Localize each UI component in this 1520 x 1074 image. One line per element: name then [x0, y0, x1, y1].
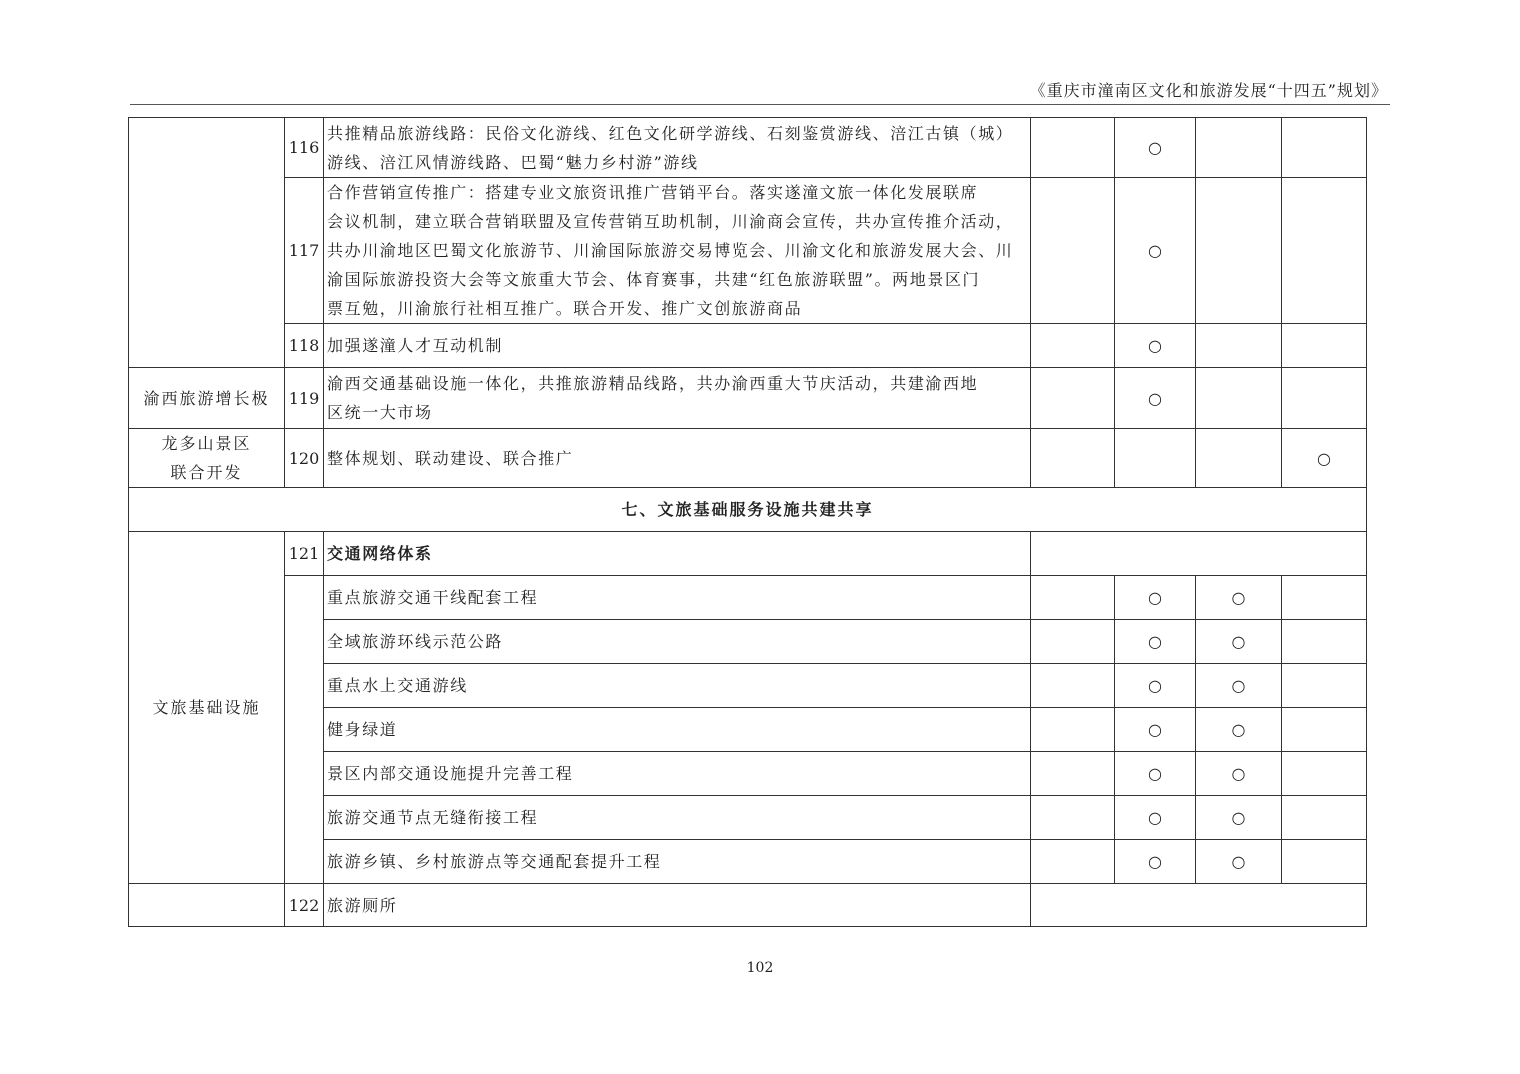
description-line: 共推精品旅游线路：民俗文化游线、红色文化研学游线、石刻鉴赏游线、涪江古镇（城）: [327, 123, 1014, 143]
mark-col-1: [1031, 368, 1115, 429]
mark-col-4: ○: [1282, 429, 1367, 488]
mark-col-4: [1282, 324, 1367, 368]
mark-col-4: [1282, 840, 1367, 884]
row-description: [324, 178, 1031, 324]
table-row: [129, 324, 1367, 368]
mark-col-2: ○: [1115, 576, 1196, 620]
mark-col-4: [1282, 118, 1367, 178]
table-row: [129, 178, 1367, 324]
merged-mark-cell: [1031, 532, 1367, 576]
mark-col-3: [1196, 118, 1282, 178]
header-divider: [130, 104, 1390, 105]
mark-col-1: [1031, 178, 1115, 324]
mark-col-4: [1282, 178, 1367, 324]
mark-col-4: [1282, 796, 1367, 840]
mark-col-1: [1031, 752, 1115, 796]
mark-col-1: [1031, 840, 1115, 884]
mark-col-2: ○: [1115, 708, 1196, 752]
mark-col-2: ○: [1115, 664, 1196, 708]
mark-col-3: [1196, 324, 1282, 368]
description-line: 渝国际旅游投资大会等文旅重大节会、体育赛事，共建“红色旅游联盟”。两地景区门: [327, 270, 981, 289]
row-number: 118: [285, 324, 324, 368]
mark-col-3: ○: [1196, 796, 1282, 840]
row-description: 加强遂潼人才互动机制: [324, 324, 1031, 368]
sub-item-description: 重点旅游交通干线配套工程: [324, 576, 1031, 620]
table-row: [129, 118, 1367, 178]
description-line: 游线、涪江风情游线路、巴蜀“魅力乡村游”游线: [327, 152, 699, 172]
mark-col-4: [1282, 620, 1367, 664]
description-line: 会议机制，建立联合营销联盟及宣传营销互助机制，川渝商会宣传，共办宣传推介活动，: [327, 212, 1014, 231]
row-number: 117: [285, 178, 324, 324]
category-line: 联合开发: [170, 463, 243, 482]
description-line: 区统一大市场: [327, 403, 433, 422]
mark-col-2: ○: [1115, 840, 1196, 884]
mark-col-3: ○: [1196, 620, 1282, 664]
mark-col-2: ○: [1115, 324, 1196, 368]
table-row: [129, 576, 1367, 620]
mark-col-2: ○: [1115, 620, 1196, 664]
table-row: [129, 429, 1367, 488]
category-cell: 渝西旅游增长极: [129, 368, 285, 429]
row-description: 旅游厕所: [324, 884, 1031, 927]
description-line: 票互勉，川渝旅行社相互推广。联合开发、推广文创旅游商品: [327, 299, 803, 318]
section-title: 七、文旅基础服务设施共建共享: [129, 488, 1367, 532]
merged-mark-cell: [1031, 884, 1367, 927]
mark-col-2: ○: [1115, 368, 1196, 429]
category-cell: [129, 429, 285, 488]
mark-col-3: [1196, 429, 1282, 488]
sub-item-description: 旅游乡镇、乡村旅游点等交通配套提升工程: [324, 840, 1031, 884]
row-number: 121: [285, 532, 324, 576]
row-number: 120: [285, 429, 324, 488]
row-number: 116: [285, 118, 324, 178]
category-cell-continued: [129, 118, 285, 368]
description-line: 共办川渝地区巴蜀文化旅游节、川渝国际旅游交易博览会、川渝文化和旅游发展大会、川: [327, 241, 1014, 260]
description-line: 合作营销宣传推广：搭建专业文旅资讯推广营销平台。落实遂潼文旅一体化发展联席: [327, 183, 979, 202]
sub-item-description: 重点水上交通游线: [324, 664, 1031, 708]
row-number: 122: [285, 884, 324, 927]
plan-table: [128, 117, 1367, 927]
mark-col-3: ○: [1196, 708, 1282, 752]
category-cell-continues: [129, 884, 285, 927]
sub-item-description: 全域旅游环线示范公路: [324, 620, 1031, 664]
row-description: 交通网络体系: [324, 532, 1031, 576]
mark-col-2: ○: [1115, 178, 1196, 324]
row-description: 整体规划、联动建设、联合推广: [324, 429, 1031, 488]
mark-col-2: ○: [1115, 796, 1196, 840]
mark-col-4: [1282, 752, 1367, 796]
section-row: [129, 488, 1367, 532]
mark-col-3: ○: [1196, 840, 1282, 884]
mark-col-3: [1196, 368, 1282, 429]
mark-col-1: [1031, 118, 1115, 178]
sub-item-description: 旅游交通节点无缝衔接工程: [324, 796, 1031, 840]
category-cell: 文旅基础设施: [129, 532, 285, 884]
table-row: [129, 368, 1367, 429]
mark-col-3: ○: [1196, 576, 1282, 620]
sub-item-description: 景区内部交通设施提升完善工程: [324, 752, 1031, 796]
mark-col-2: ○: [1115, 752, 1196, 796]
mark-col-3: [1196, 178, 1282, 324]
table-row: [129, 884, 1367, 927]
row-number: 119: [285, 368, 324, 429]
mark-col-4: [1282, 368, 1367, 429]
mark-col-2: [1115, 429, 1196, 488]
mark-col-1: [1031, 708, 1115, 752]
mark-col-4: [1282, 708, 1367, 752]
description-line: 渝西交通基础设施一体化，共推旅游精品线路，共办渝西重大节庆活动，共建渝西地: [327, 374, 979, 393]
mark-col-1: [1031, 429, 1115, 488]
mark-col-4: [1282, 576, 1367, 620]
page-number: 102: [746, 960, 774, 976]
mark-col-1: [1031, 324, 1115, 368]
mark-col-3: ○: [1196, 664, 1282, 708]
mark-col-2: ○: [1115, 118, 1196, 178]
mark-col-1: [1031, 664, 1115, 708]
category-line: 龙多山景区: [161, 434, 252, 453]
document-header-title: 《重庆市潼南区文化和旅游发展“十四五”规划》: [1029, 81, 1388, 100]
row-description: [324, 368, 1031, 429]
mark-col-1: [1031, 620, 1115, 664]
row-description: [324, 118, 1031, 178]
mark-col-1: [1031, 576, 1115, 620]
mark-col-3: ○: [1196, 752, 1282, 796]
sub-item-description: 健身绿道: [324, 708, 1031, 752]
table-row: [129, 532, 1367, 576]
mark-col-1: [1031, 796, 1115, 840]
mark-col-4: [1282, 664, 1367, 708]
row-number-empty: [285, 576, 324, 884]
